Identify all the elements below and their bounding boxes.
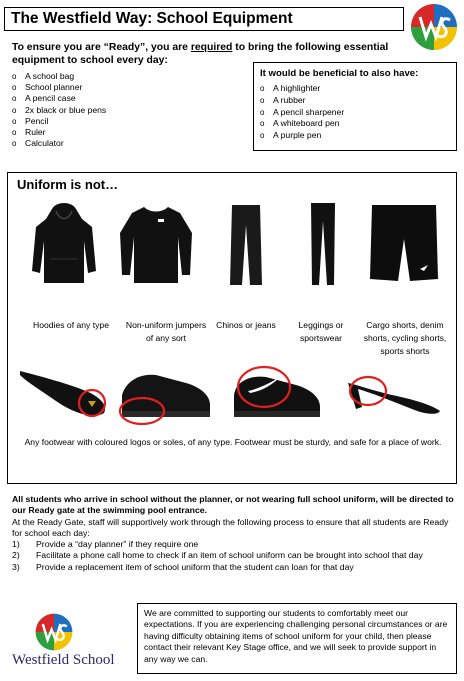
list-item: o Calculator bbox=[12, 138, 106, 149]
hoodie-label: Hoodies of any type bbox=[33, 320, 109, 330]
list-item: o Pencil bbox=[12, 116, 106, 127]
ballet-flat-icon bbox=[16, 361, 112, 423]
page-title: The Westfield Way: School Equipment bbox=[11, 10, 293, 27]
bottom-logo bbox=[12, 612, 130, 672]
ready-gate-paragraph: At the Ready Gate, staff will supportively work through the following process to ensure that all students are Ready for school each day: bbox=[12, 516, 449, 538]
uniform-box bbox=[7, 172, 457, 484]
hoodie-icon bbox=[30, 201, 98, 285]
school-name: Westfield School bbox=[12, 652, 115, 668]
list-item: o Ruler bbox=[12, 127, 106, 138]
uniform-title: Uniform is not… bbox=[17, 177, 119, 192]
beneficial-box bbox=[253, 62, 457, 151]
beneficial-list bbox=[260, 83, 344, 142]
list-item: 1) Provide a “day planner” if they require one bbox=[12, 539, 199, 550]
title-box bbox=[4, 7, 404, 31]
required-word: required bbox=[190, 42, 233, 53]
ready-gate-notice: All students who arrive in school without the planner, or not wearing full school uniform, will be directed to our Ready gate at the swimming pool entrance. bbox=[12, 494, 454, 516]
list-item: o School planner bbox=[12, 82, 106, 93]
list-item: o 2x black or blue pens bbox=[12, 105, 106, 116]
list-item: 3) Provide a replacement item of school uniform that the student can loan for that day bbox=[12, 561, 354, 572]
essentials-list bbox=[12, 71, 106, 149]
shorts-icon bbox=[368, 203, 440, 283]
support-box: We are committed to supporting our students to comfortably meet our expectations. If you are experiencing challenging personal circumstances or are having difficulty obtaining items of school uniform for your child, then please contact their relevant Key Stage office, and we will seek to provide support in any way we can. bbox=[137, 603, 457, 674]
heel-shoe-icon bbox=[342, 369, 446, 425]
trainer-icon bbox=[116, 365, 214, 429]
ready-gate-section bbox=[12, 494, 457, 573]
footwear-text: Any footwear with coloured logos or soles, of any type. Footwear must be sturdy, and safe for a place of work. bbox=[24, 437, 442, 447]
beneficial-heading: It would be beneficial to also have: bbox=[260, 68, 419, 79]
list-item: o A school bag bbox=[12, 71, 106, 82]
list-item: o A purple pen bbox=[260, 130, 344, 142]
school-logo-icon bbox=[409, 2, 459, 52]
jumper-label: Non-uniform jumpers of any sort bbox=[125, 320, 207, 343]
list-item: o A rubber bbox=[260, 95, 344, 107]
list-item: 2) Facilitate a phone call home to check if an item of school uniform can be brought into school that day bbox=[12, 550, 423, 561]
leggings-label: Leggings or sportswear bbox=[298, 320, 344, 343]
list-item: o A highlighter bbox=[260, 83, 344, 95]
list-item: o A pencil sharpener bbox=[260, 107, 344, 119]
chinos-label: Chinos or jeans bbox=[216, 320, 276, 330]
leggings-icon bbox=[308, 201, 338, 287]
list-item: o A pencil case bbox=[12, 93, 106, 104]
jeans-icon bbox=[228, 203, 264, 287]
jumper-icon bbox=[118, 203, 194, 285]
list-item: o A whiteboard pen bbox=[260, 118, 344, 130]
school-logo-icon bbox=[34, 612, 74, 652]
shorts-label: Cargo shorts, denim shorts, cycling shorts, sports shorts bbox=[363, 320, 447, 356]
intro-text: To ensure you are “Ready”, you are required to bring the following essential equipment to school every day: bbox=[12, 42, 389, 66]
trainer-logo-icon bbox=[224, 361, 328, 429]
steps-list bbox=[12, 539, 457, 573]
